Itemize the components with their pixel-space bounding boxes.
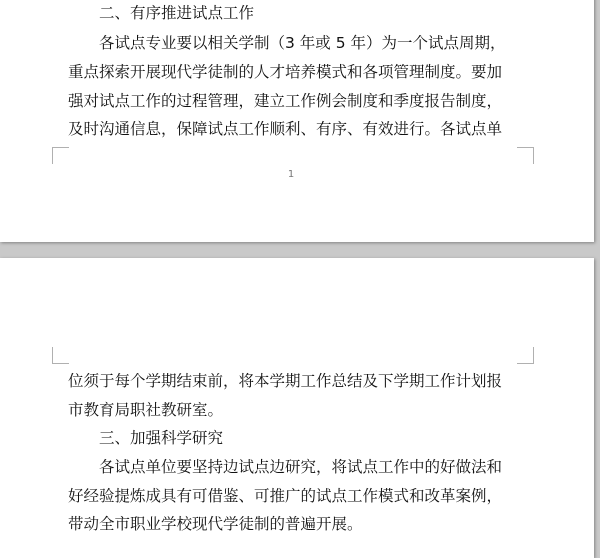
document-page-2 xyxy=(0,258,594,558)
paragraph-line: 带动全市职业学校现代学徒制的普遍开展。 xyxy=(68,515,363,533)
crop-mark-bottom-right xyxy=(517,147,534,164)
paragraph-line: 各试点专业要以相关学制（3 年或 5 年）为一个试点周期， xyxy=(99,34,506,52)
paragraph-line: 强对试点工作的过程管理，建立工作例会制度和季度报告制度， xyxy=(68,92,503,110)
crop-mark-bottom-left xyxy=(52,147,69,164)
crop-mark-top-right xyxy=(517,347,534,364)
crop-mark-top-left xyxy=(52,347,69,364)
paragraph-line: 好经验提炼成具有可借鉴、可推广的试点工作模式和改革案例， xyxy=(68,487,503,505)
page-number: 1 xyxy=(287,169,295,180)
paragraph-line: 及时沟通信息，保障试点工作顺利、有序、有效进行。各试点单 xyxy=(68,120,503,138)
paragraph-line: 市教育局职社教研室。 xyxy=(68,401,224,419)
section-heading-2: 二、有序推进试点工作 xyxy=(99,4,255,22)
paragraph-line: 位须于每个学期结束前，将本学期工作总结及下学期工作计划报 xyxy=(68,372,503,390)
paragraph-line: 重点探索开展现代学徒制的人才培养模式和各项管理制度。要加 xyxy=(68,63,503,81)
paragraph-line: 各试点单位要坚持边试点边研究，将试点工作中的好做法和 xyxy=(99,458,503,476)
section-heading-3: 三、加强科学研究 xyxy=(99,429,224,447)
document-page-1 xyxy=(0,0,594,242)
